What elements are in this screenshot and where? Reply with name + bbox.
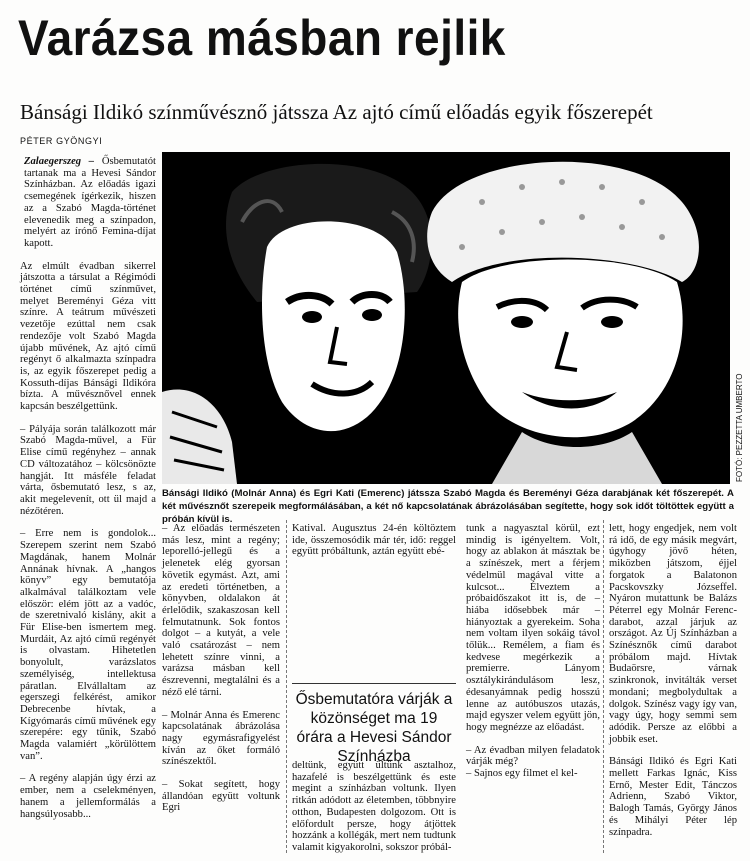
dateline: Zalaegerszeg – <box>24 156 95 167</box>
article-photo <box>162 152 730 484</box>
headline: Varázsa másban rejlik <box>18 10 506 66</box>
col1-p4: – Erre nem is gondolok... Szerepem szerint nem Szabó Magdának, hanem Molnár Annának hívnak. A „hangos könyv” egy bemutatója alkalmával találkoztam vele először: elém jött az a vadóc, de szeretnivaló kislány, akit a Für Elise-ben ismertem meg. Murdáit, Az ajtó című regényét is olvastam. Hihetetlen bonyolult, varázslatos személyiség, intellektusa páratlan. Elvállaltam az egerszegi felkérést, amikor Debrecenbe hívtak, a Kígyómarás című művének egy szerepére: egy tűnik, Szabó Magda valamiért „körülöttem van”. <box>20 528 156 762</box>
photo-caption: Bánsági Ildikó (Molnár Anna) és Egri Kati (Emerenc) játssza Szabó Magda és Bereményi Géza darabjának két főszerepét. A két művésznőt szerepeik megformálásában, a két nő kapcsolatának ábrázolásában segítette, hogy sok időt töltöttek együtt a próbán kívül is. <box>162 488 734 525</box>
two-actresses-photo <box>162 152 730 484</box>
col5-p1: lett, hogy engedjek, nem volt rá idő, de egy másik megvárt, úgyhogy jövő héten, miközben játszom, éjjel forgatok a Balatonon Pacskovszky Józseffel. Nyáron mutattunk be Balázs Péterrel egy Molnár Ferenc-darabot, azzal járjuk az országot. Az Új Színházban a Színésznők című darabot próbálom majd. Hívtak Budaörsre, várnak szinkronok, invitálták verset mondani; megbolydultak a dolgok. Színész vagy így van, vagy úgy, hogy semmi sem adódik. Persze az előbbi a jobbik eset. <box>609 523 737 745</box>
col2-p1: – Az előadás természeten más lesz, mint a regény; leporelló-jellegű és a jelenetek elég gyorsan követik egymást. Azt, ami az eredeti történetben, a könyvben, oldalakon át érlelődik, szakaszosan kell felmutatnunk. Sok fontos dolgot – a kutyát, a vele való csatározást – nem lehetett színre vinni, a varázsa másban kell észrevenni, megtalálni és a néző elé tárni. <box>162 523 280 698</box>
col2-p2: – Molnár Anna és Emerenc kapcsolatának ábrázolása nagy egymásrafigyelést kíván az őket formáló színészektől. <box>162 709 280 768</box>
column-divider <box>286 520 287 853</box>
col1-p1: Ősbemutatót tartanak ma a Hevesi Sándor Színházban. Az előadás igazi csemegének ígérkezik, hiszen az a Szabó Magda-történet elevenedik meg a színpadon, melyért az írónő Femina-díjat kapott. <box>24 156 156 249</box>
column-4 <box>466 523 600 780</box>
pull-quote: Ősbemutatóra várják a közönséget ma 19 órára a Hevesi Sándor Színházba <box>292 683 456 766</box>
photo-credit <box>733 152 745 482</box>
col1-p2: Az elmúlt évadban sikerrel játszotta a társulat a Régimódi történet című színművet, melyet Bereményi Géza vitt színre. A teátrum művészeti vezetője ezúttal nem csak rendezője volt Szabó Magda újabb művének, Az ajtó című regényt ő alkalmazta színpadra is, az egyik főszerepet pedig a Kossuth-díjas Bánsági Ildikóra bízta. A művésznővel ennek kapcsán beszélgettünk. <box>20 260 156 413</box>
subheadline: Bánsági Ildikó színművésznő játssza Az ajtó című előadás egyik főszerepét <box>20 100 653 124</box>
col3-p1: Katival. Augusztus 24-én költöztem ide, összemosódik már tér, idő: reggel együtt próbáltunk, aztán együtt ebé- <box>292 523 456 558</box>
byline: PÉTER GYÖNGYI <box>20 136 103 146</box>
col4-p1: tunk a nagyasztal körül, ezt mindig is igényeltem. Volt, hogy az ablakon át másztak be a színészek, mert a férjem védelmül magával vitte a kulcsot... Élveztem a próbaidőszakot itt is, de – hiába idősebbek már – hiányoztak a gyerekeim. Soha nem voltam ilyen sokáig távol tőlük... Remélem, a fiam és kedvese megérkezik a premierre. Lányom osztálykirándulásom lesz, édesanyámnak pedig hosszú lenne az autóbuszos utazás, majd egyszer velem együtt jön, hogy megnézze az előadást. <box>466 523 600 733</box>
photo-credit-text: FOTÓ: PEZZETTA UMBERTO <box>735 373 744 482</box>
column-5 <box>609 523 737 838</box>
column-1 <box>20 156 156 820</box>
col1-p5: – A regény alapján úgy érzi az ember, nem a cselekményen, hanem a jellemformálás a hangsúlyosabb... <box>20 773 156 820</box>
col3-p2: deltünk, együtt ültünk asztalhoz, hazafelé is beszélgettünk és este megint a színházban voltunk. Ilyen ritkán adódott az életemben, többnyire otthon, Budapesten dolgozom. Ott is előfordult persze, hogy átjöttek hozzánk a kollégák, mert nem tudtunk valamit kigyakorolni, sokszor próbál- <box>292 760 456 853</box>
lead-paragraph <box>20 156 156 250</box>
col5-p2: Bánsági Ildikó és Egri Kati mellett Farkas Ignác, Kiss Ernő, Mester Edit, Tánczos Adrienn, Szabó Viktor, Balogh Tamás, György János és Mihályi Péter lép színpadra. <box>609 756 737 838</box>
col2-p3: – Sokat segített, hogy állandóan együtt voltunk Egri <box>162 779 280 814</box>
column-3-bottom <box>292 760 456 854</box>
col1-p3: – Pályája során találkozott már Szabó Magda-művel, a Für Elise című regényhez – annak CD változatához – kölcsönözte hangját. Itt másféle feladat várta, ősbemutató lesz, s az, akit megelevenít, ott ül majd a nézőtéren. <box>20 423 156 517</box>
col4-p3: – Sajnos egy filmet el kel- <box>466 768 578 780</box>
column-3-top <box>292 523 456 558</box>
col4-p2: – Az évadban milyen feladatok várják még? <box>466 744 600 768</box>
column-2 <box>162 523 280 814</box>
column-divider <box>603 520 604 853</box>
